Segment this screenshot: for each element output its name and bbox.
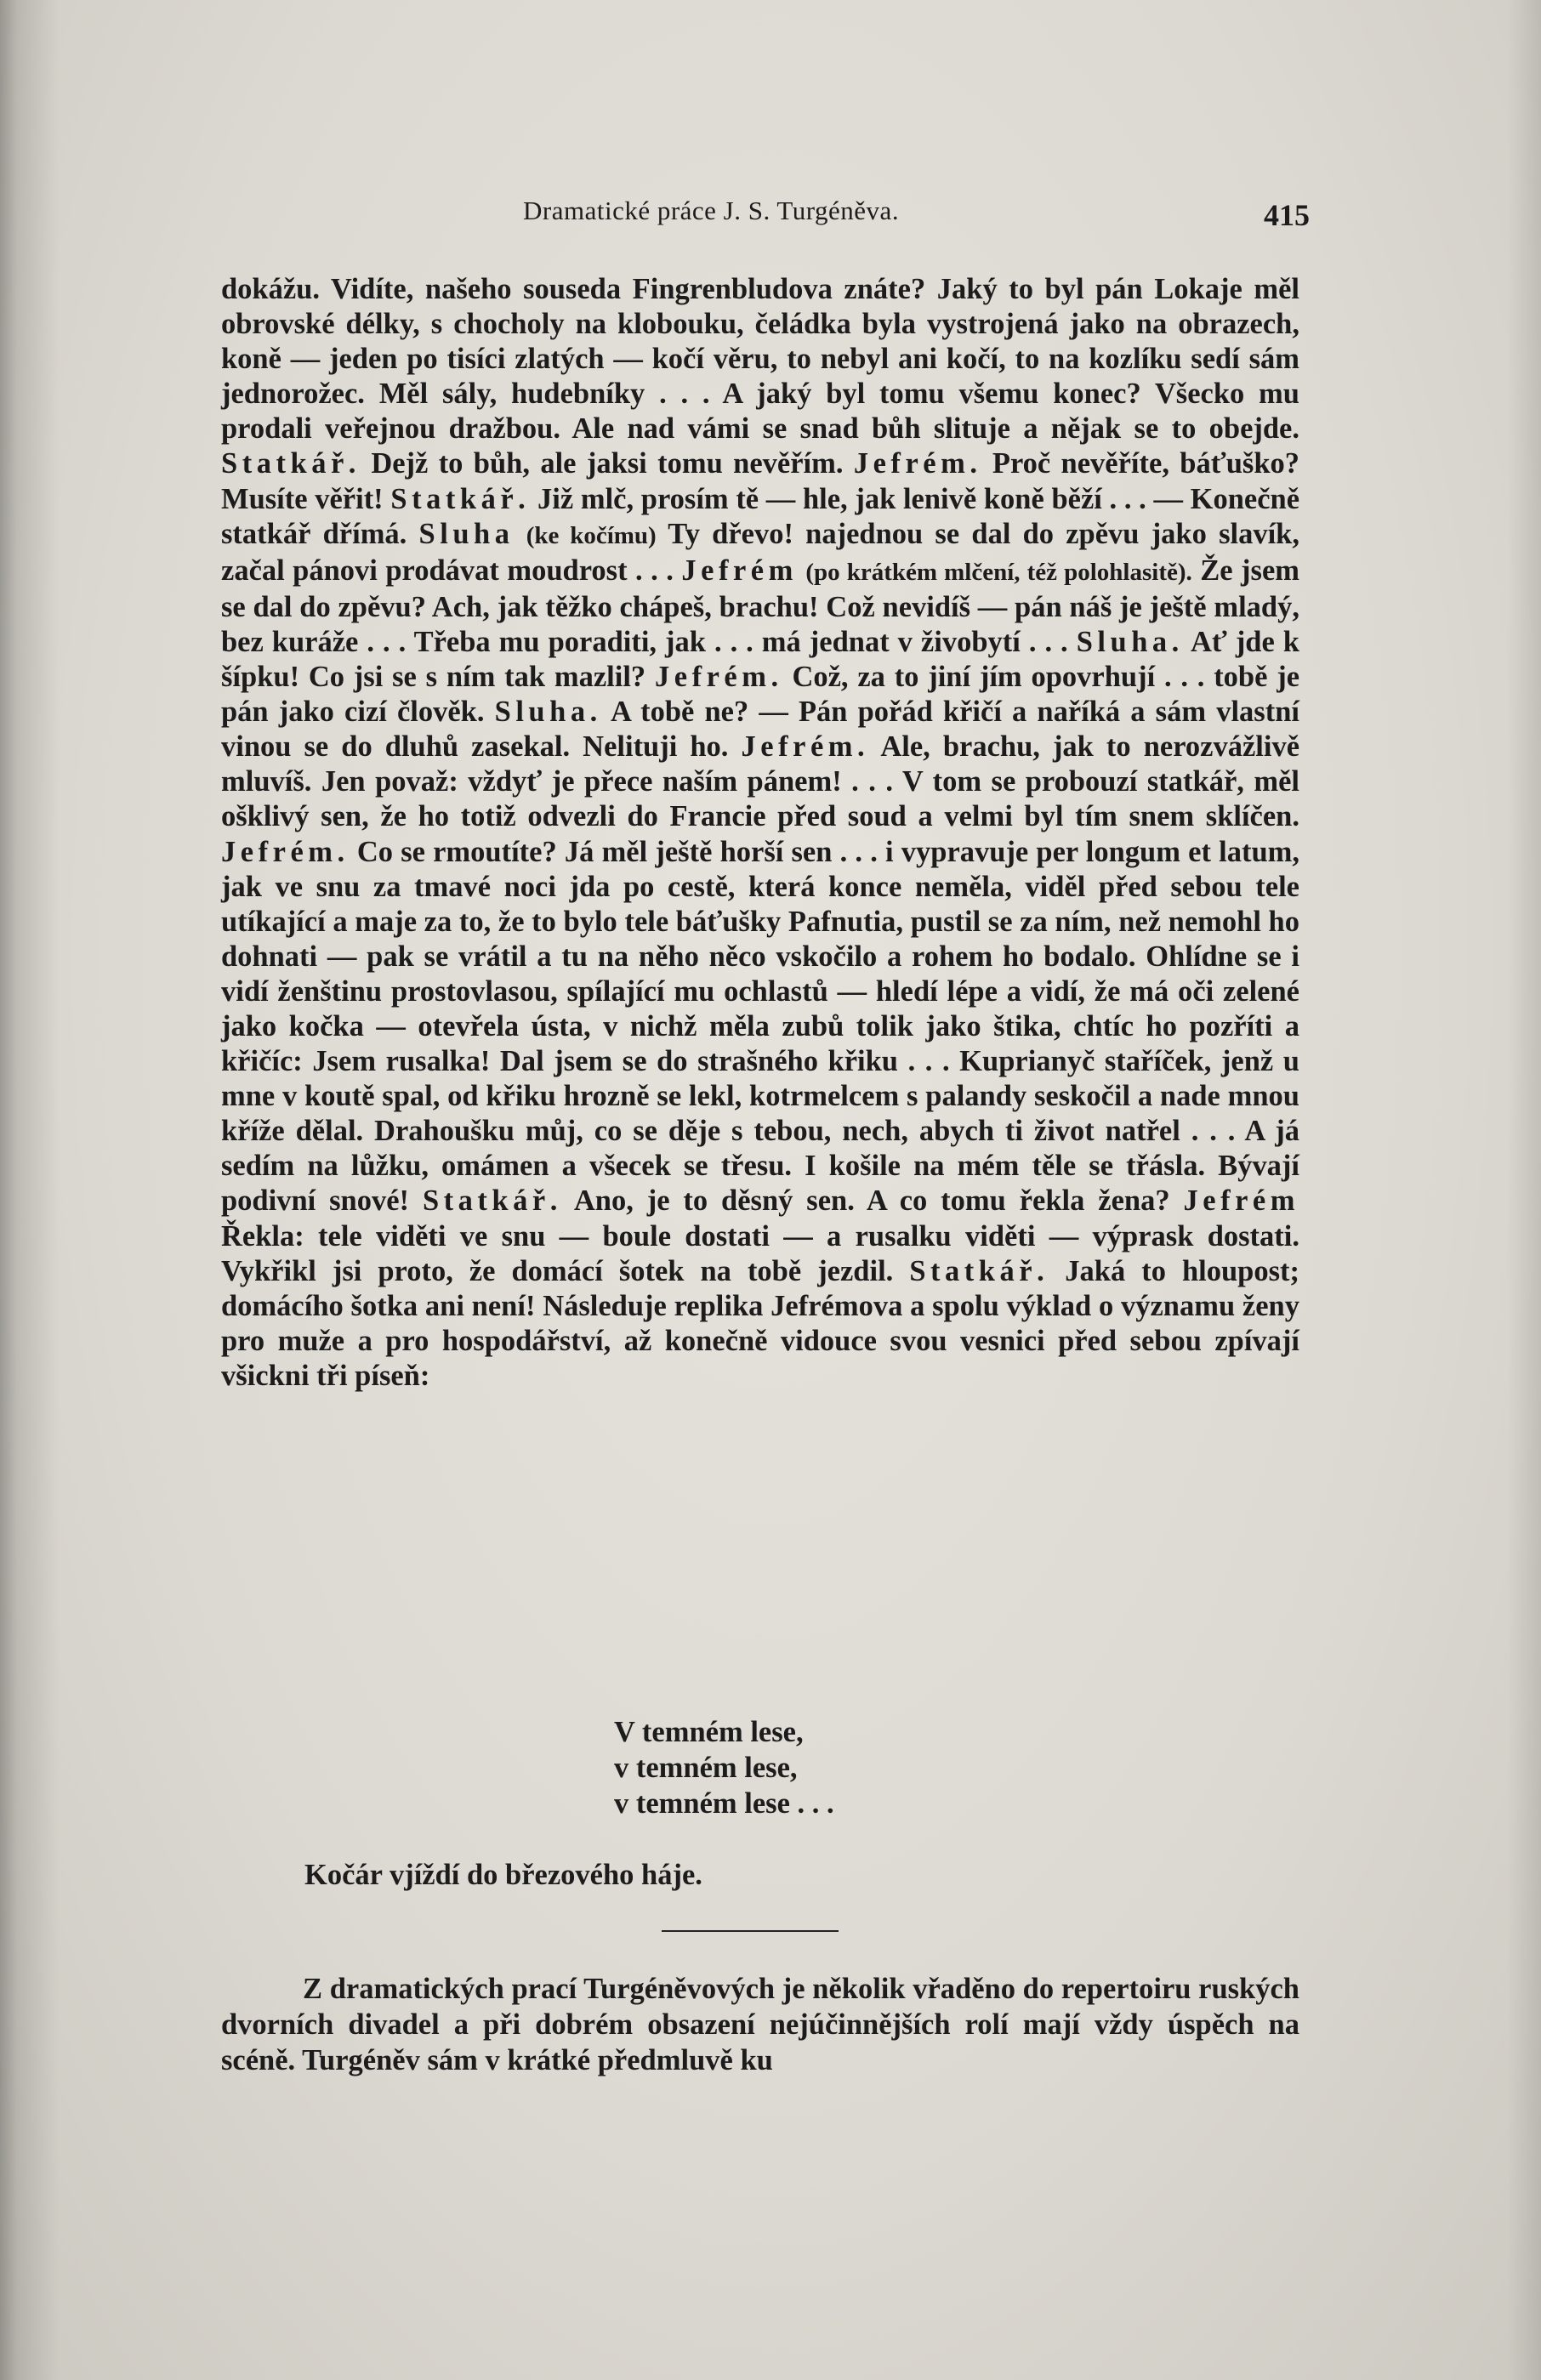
stage-direction: (ke kočímu) [526,521,657,549]
page-header [221,194,1310,236]
passage-text: Jaká to hloupost; domácího šotka ani není! Následuje replika Jefrémova a spolu výklad o významu ženy pro muže a pro hospodářství, až konečně vidouce svou vesnici před sebou zpívají všickni tři píseň: [221,1254,1300,1392]
passage-text: Proč nevěříte, báťuško? Musíte věřit! [221,447,1300,515]
main-passage [221,272,1299,1394]
passage-text: dokážu. Vidíte, našeho souseda Fingrenbludova znáte? Jaký to byl pán Lokaje měl obrovské délky, s chocholy na klobouku, čeládka byla vystrojená jako na obrazech, koně — jeden po tisíci zlatých — kočí věru, to nebyl ani kočí, to na kozlíku sedí sám jednorožec. Měl sály, hudebníky . . . A jaký byl tomu všemu konec? Všecko mu prodali veřejnou dražbou. Ale nad vámi se snad bůh slituje a nějak se to obejde. [221,273,1299,446]
section-divider [662,1930,839,1932]
speaker-name: Statkář. [221,447,361,480]
verse-line: v temném lese, [614,1752,798,1784]
passage-text: Že jsem se dal do zpěvu? Ach, jak těžko chápeš, brachu! Což nevidíš — pán náš je ještě mladý, bez kuráže . . . Třeba mu poraditi, jak . . . má jednat v živobytí . . . [221,554,1300,658]
passage-text: Řekla: tele viděti ve snu — boule dostati — a rusalku viděti — výprask dostati. Vykřikl jsi proto, že domácí šotek na tobě jezdil. [221,1219,1299,1287]
speaker-name: Sluha. [1076,625,1184,658]
speaker-name: Jefrém [1183,1184,1300,1218]
passage-text: Což, za to jiní jím opovrhují . . . tobě je pán jako cizí člověk. [221,661,1300,729]
speaker-name: Jefrém. [853,447,982,480]
passage-text: Dejž to bůh, ale jaksi tomu nevěřím. [371,447,844,480]
verse-line: v temném lese . . . [614,1787,834,1820]
passage-text: Ať jde k šípku! Co jsi se s ním tak mazlil? [221,625,1299,694]
speaker-name: Statkář. [422,1184,562,1218]
speaker-name: Statkář. [390,482,531,515]
passage-text: Ale, brachu, jak to nerozvážlivě mluvíš. Jen považ: vždyť je přece naším pánem! . . . V tom se probouzí statkář, měl ošklivý sen, že ho totiž odvezli do Francie před soud a velmi byl tím snem sklíčen. [221,730,1300,833]
verse-line: V temném lese, [614,1716,804,1748]
passage-text: A tobě ne? — Pán pořád křičí a naříká a sám vlastní vinou se do dluhů zasekal. Nelituji ho. [221,696,1299,764]
speaker-name: Sluha. [494,696,602,729]
page-number: 415 [1264,198,1310,232]
passage-text: Co se rmoutíte? Já měl ještě horší sen . . . i vypravuje per longum et latum, jak ve snu za tmavé noci jda po cestě, která konce neměla, viděl před sebou tele utíkající a maje za to, že to bylo tele báťušky Pafnutia, pustil se za ním, než nemohl ho dohnati — pak se vrátil a tu na něho něco vskočilo a rohem ho bodalo. Ohlídne se i vidí ženštinu prostovlasou, spílající mu ochlastů — hledí lépe a vidí, že má oči zelené jako kočka — otevřela ústa, v nichž měla zubů tolik jako štika, chtíc ho pozříti a křičíc: Jsem rusalka! Dal jsem se do strašného křiku . . . Kuprianyč staříček, jenž u mne v koutě spal, od křiku hrozně se lekl, kotrmelcem s palandy seskočil a nade mnou kříže dělal. Drahoušku můj, co se děje s tebou, nech, abych ti život natřel . . . A já sedím na lůžku, omámen a všecek se třesu. I košile na mém těle se třásla. Bývají podivní snové! [221,835,1299,1218]
stage-closing-line: Kočár vjíždí do březového háje. [304,1859,702,1891]
stage-direction: (po krátkém mlčení, též polohlasitě). [805,558,1192,586]
speaker-name: Statkář. [909,1254,1049,1287]
speaker-name: Jefrém. [741,730,870,764]
passage-text: Ty dřevo! najednou se dal do zpěvu jako slavík, začal pánovi prodávat moudrost . . . [221,517,1299,587]
speaker-name: Jefrém. [221,835,350,868]
closing-paragraph-text: Z dramatických prací Turgéněvových je několik vřaděno do repertoiru ruských dvorních divadel a při dobrém obsazení nejúčinnějších rolí mají vždy úspěch na scéně. Turgéněv sám v krátké předmluvě ku [221,1973,1299,2076]
speaker-name: Sluha [418,517,515,550]
passage-text: Již mlč, prosím tě — hle, jak lenivě koně běží . . . — Konečně statkář dřímá. [221,482,1300,550]
speaker-name: Jefrém [681,554,798,587]
passage-text: Ano, je to děsný sen. A co tomu řekla žena? [573,1184,1170,1218]
running-title: Dramatické práce J. S. Turgéněva. [523,196,900,225]
closing-paragraph [221,1971,1299,2078]
song-verse [614,1714,1209,1821]
speaker-name: Jefrém. [654,661,783,694]
